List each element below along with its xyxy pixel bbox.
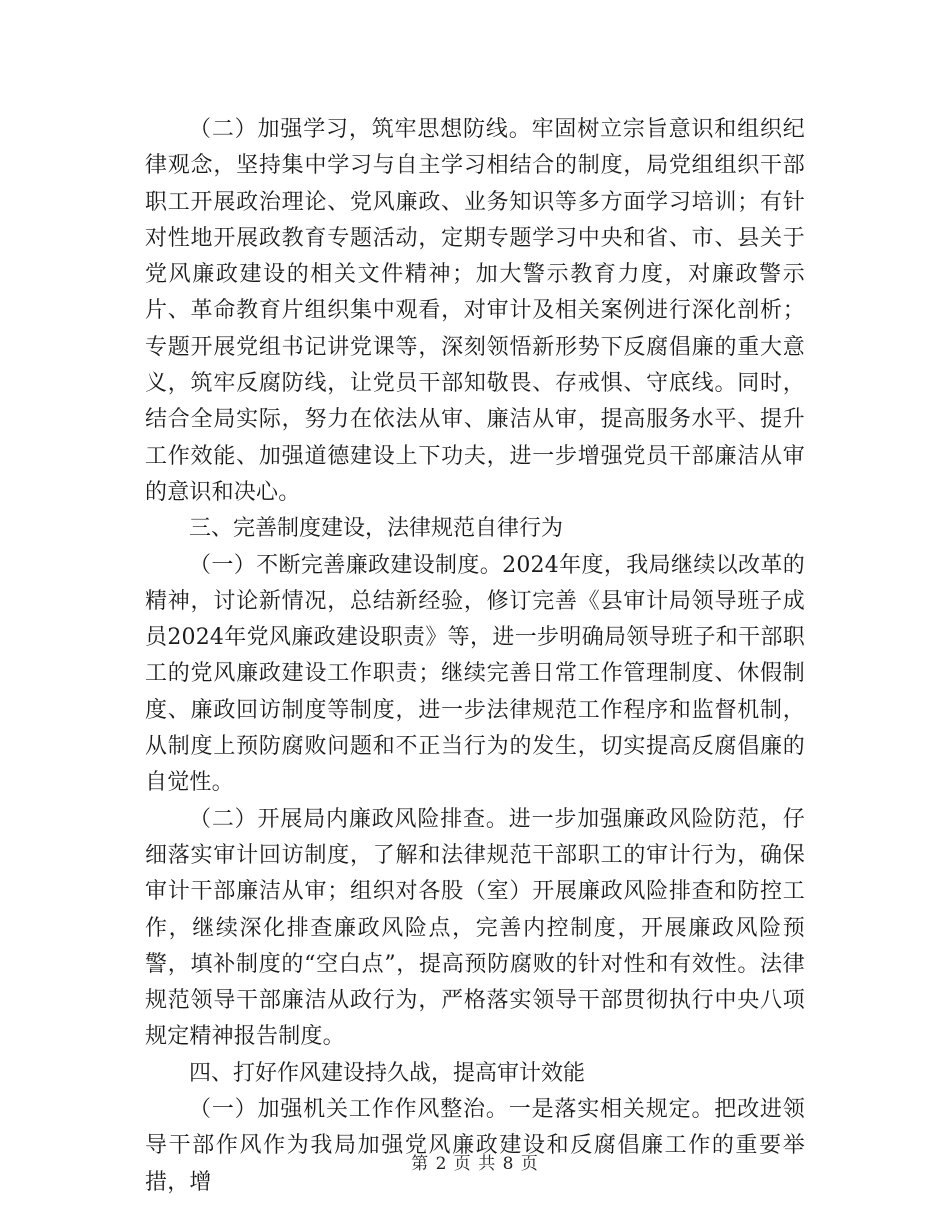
paragraph-strengthen-study: （二）加强学习，筑牢思想防线。牢固树立宗旨意识和组织纪律观念，坚持集中学习与自主学习相结合的制度，局党组组织干部职工开展政治理论、党风廉政、业务知识等多方面学习培训；有针对性地开展政教育专题活动，定期专题学习中央和省、市、县关于党风廉政建设的相关文件精神；加大警示教育力度，对廉政警示片、革命教育片组织集中观看，对审计及相关案例进行深化剖析；专题开展党组书记讲党课等，深刻领悟新形势下反腐倡廉的重大意义，筑牢反腐防线，让党员干部知敬畏、存戒惧、守底线。同时，结合全局实际，努力在依法从审、廉洁从审，提高服务水平、提升工作效能、加强道德建设上下功夫，进一步增强党员干部廉洁从审的意识和决心。 — [145, 117, 805, 505]
page-number-footer: 第 2 页 共 8 页 — [411, 1154, 539, 1174]
section-heading-4: 四、打好作风建设持久战，提高审计效能 — [189, 1060, 586, 1086]
document-body — [145, 112, 805, 1201]
section-heading-3: 三、完善制度建设，法律规范自律行为 — [189, 516, 564, 542]
paragraph-risk-check: （二）开展局内廉政风险排查。进一步加强廉政风险防范，仔细落实审计回访制度，了解和法律规范干部职工的审计行为，确保审计干部廉洁从审；组织对各股（室）开展廉政风险排查和防控工作，继续深化排查廉政风险点，完善内控制度，开展廉政风险预警，填补制度的“空白点”，提高预防腐败的针对性和有效性。法律规范领导干部廉洁从政行为，严格落实领导干部贯彻执行中央八项规定精神报告制度。 — [145, 806, 805, 1050]
paragraph-improve-system: （一）不断完善廉政建设制度。2024年度，我局继续以改革的精神，讨论新情况，总结新经验，修订完善《县审计局领导班子成员2024年党风廉政建设职责》等，进一步明确局领导班子和干部职工的党风廉政建设工作职责；继续完善日常工作管理制度、休假制度、廉政回访制度等制度，进一步法律规范工作程序和监督机制，从制度上预防腐败问题和不正当行为的发生，切实提高反腐倡廉的自觉性。 — [145, 552, 805, 796]
paragraph-work-style: （一）加强机关工作作风整治。一是落实相关规定。把改进领导干部作风作为我局加强党风廉政建设和反腐倡廉工作的重要举措，增 — [145, 1097, 805, 1195]
